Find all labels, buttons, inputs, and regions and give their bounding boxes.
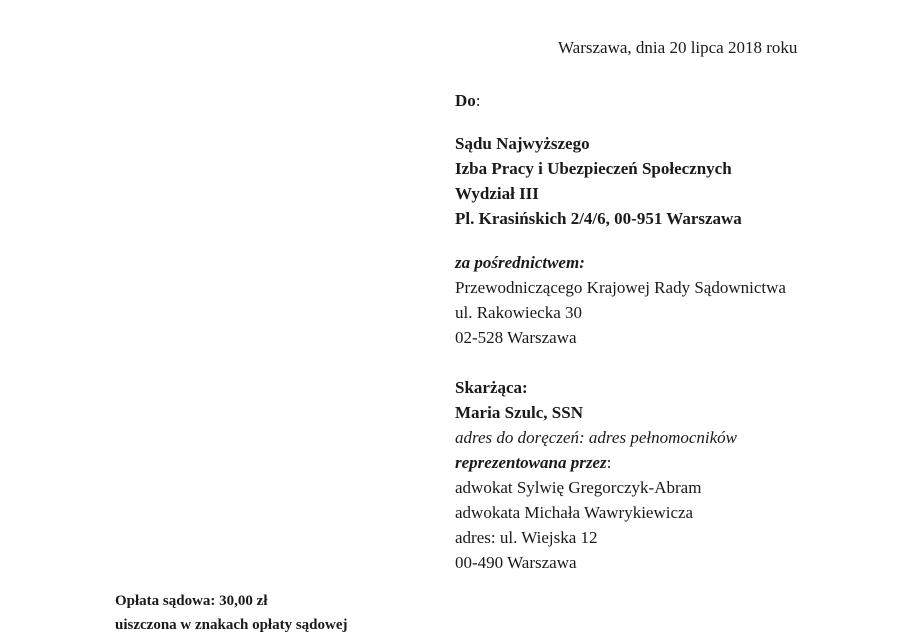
complainant-name: Maria Szulc, SSN (455, 403, 583, 422)
to-colon: : (475, 91, 481, 110)
court-fee-amount: Opłata sądowa: 30,00 zł (115, 593, 268, 609)
recipient-chamber: Izba Pracy i Ubezpieczeń Społecznych (455, 159, 732, 178)
represented-by-label: reprezentowana przez (455, 453, 607, 472)
representative-2: adwokata Michała Wawrykiewicza (455, 503, 694, 522)
representative-1: adwokat Sylwię Gregorczyk-Abram (455, 478, 702, 497)
complainant-block (455, 375, 737, 575)
court-fee-payment-method: uiszczona w znakach opłaty sądowej (115, 617, 348, 633)
representative-city: 00-490 Warszawa (455, 553, 577, 572)
intermediary-block (455, 250, 786, 350)
intermediary-street: ul. Rakowiecka 30 (455, 303, 582, 322)
complainant-label: Skarżąca: (455, 378, 528, 397)
recipient-court: Sądu Najwyższego (455, 134, 590, 153)
court-fee-note (115, 589, 348, 637)
intermediary-label: za pośrednictwem: (455, 253, 585, 272)
to-label: Do (455, 91, 476, 110)
service-address: adres do doręczeń: adres pełnomocników (455, 428, 738, 447)
to-label-line (455, 88, 481, 113)
representative-street: adres: ul. Wiejska 12 (455, 528, 598, 547)
represented-by-line (455, 450, 737, 475)
recipient-street-address: Pl. Krasińskich 2/4/6, 00-951 Warszawa (455, 209, 742, 228)
represented-by-colon: : (606, 453, 612, 472)
intermediary-city: 02-528 Warszawa (455, 328, 577, 347)
recipient-address-block (455, 131, 742, 231)
place-and-date: Warszawa, dnia 20 lipca 2018 roku (558, 38, 798, 57)
recipient-division: Wydział III (455, 184, 539, 203)
recipient-heading (455, 88, 481, 113)
intermediary-name: Przewodniczącego Krajowej Rady Sądownictwa (455, 278, 786, 297)
